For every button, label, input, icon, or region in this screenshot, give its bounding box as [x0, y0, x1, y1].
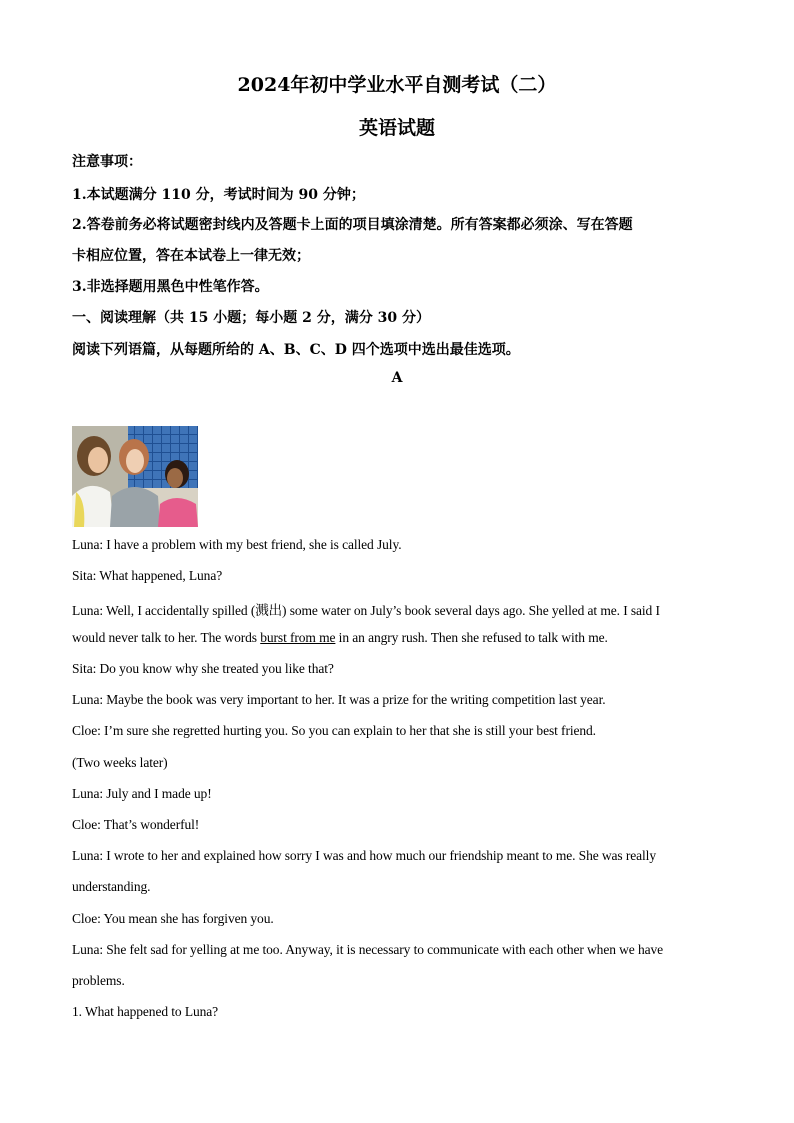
dialogue-line-4 — [72, 630, 608, 646]
exam-title: 2024年初中学业水平自测考试（二） — [237, 74, 557, 96]
dialogue-line-2: Sita: What happened, Luna? — [72, 568, 223, 583]
notes-heading: 注意事项： — [72, 154, 142, 170]
three-girls-photo — [72, 426, 198, 527]
dialogue-line-13: Cloe: You mean she has forgiven you. — [72, 911, 274, 926]
dialogue-line-5: Sita: Do you know why she treated you like that? — [72, 661, 334, 676]
dialogue-line-15: problems. — [72, 973, 125, 988]
section-heading: 一、阅读理解（共 15 小题；每小题 2 分，满分 30 分） — [72, 310, 430, 326]
dialogue-line-6: Luna: Maybe the book was very important to her. It was a prize for the writing competition last year. — [72, 692, 606, 707]
dialogue-line-14: Luna: She felt sad for yelling at me too. Anyway, it is necessary to communicate with each other when we have — [72, 942, 664, 957]
dialogue-line-7: Cloe: I’m sure she regretted hurting you. So you can explain to her that she is still your best friend. — [72, 723, 596, 738]
note-item-1: 1.本试题满分 110 分，考试时间为 90 分钟； — [72, 187, 365, 203]
underlined-phrase: burst from me — [260, 630, 336, 645]
dialogue-line-4-end: in an angry rush. Then she refused to talk with me. — [335, 630, 608, 645]
dialogue-line-10: Cloe: That’s wonderful! — [72, 817, 200, 832]
question-1: 1. What happened to Luna? — [72, 1004, 219, 1019]
dialogue-line-11: Luna: I wrote to her and explained how sorry I was and how much our friendship meant to me. She was really — [72, 848, 656, 863]
dialogue-line-12: understanding. — [72, 879, 151, 894]
dialogue-line-4-start: would never talk to her. The words — [72, 630, 261, 645]
note-item-3: 3.非选择题用黑色中性笔作答。 — [72, 279, 269, 295]
passage-letter: A — [391, 370, 403, 386]
dialogue-line-8: (Two weeks later) — [72, 755, 168, 770]
note-item-2b: 卡相应位置，答在本试卷上一律无效； — [72, 248, 310, 264]
note-item-2a: 2.答卷前务必将试题密封线内及答题卡上面的项目填涂清楚。所有答案都必须涂、写在答题 — [72, 217, 633, 233]
dialogue-line-9: Luna: July and I made up! — [72, 786, 212, 801]
exam-subtitle: 英语试题 — [358, 117, 435, 139]
dialogue-line-1: Luna: I have a problem with my best friend, she is called July. — [72, 537, 402, 552]
section-instruction: 阅读下列语篇，从每题所给的 A、B、C、D 四个选项中选出最佳选项。 — [72, 342, 520, 358]
dialogue-line-3: Luna: Well, I accidentally spilled (溅出) some water on July’s book several days ago. She yelled at me. I said I — [72, 603, 660, 618]
